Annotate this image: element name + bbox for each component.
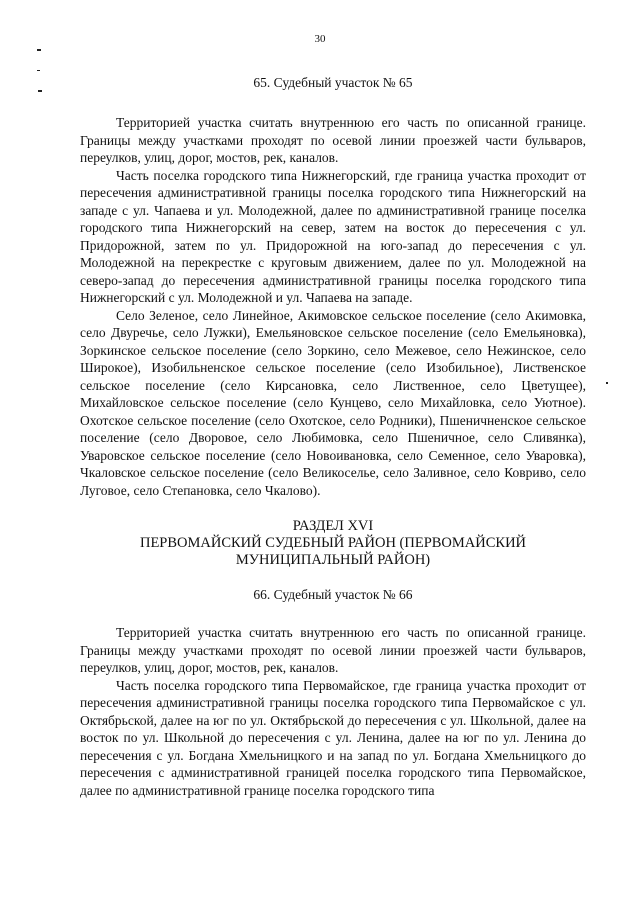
- section-name-line: МУНИЦИПАЛЬНЫЙ РАЙОН): [235, 552, 431, 568]
- paragraph: Село Зеленое, село Линейное, Акимовское сельское поселение (село Акимовка, село Двуречье, село Лужки), Емельяновское сельское поселение (село Емельяновка), Зоркинское сельское поселение (село Зоркино, село Межевое, село Нежинское, село Широкое), Изобильненское сельское поселение (село Изобильное), Лиственское сельское поселение (село Кирсановка, село Лиственное, село Цветущее), Михайловское сельское поселение (село Кунцево, село Михайловка, село Уютное). Охотское сельское поселение (село Охотское, село Родники), Пшеничненское сельское поселение (село Дворовое, село Любимовка, село Пшеничное, село Сливянка), Уваровское сельское поселение (село Новоивановка, село Семенное, село Уваровка), Чкаловское сельское поселение (село Великоселье, село Заливное, село Ковриво, село Луговое, село Степановка, село Чкалово).: [80, 307, 586, 498]
- section-number: РАЗДЕЛ XVI: [292, 518, 374, 534]
- document-body: [80, 70, 586, 799]
- court-district-65-heading: 65. Судебный участок № 65: [253, 75, 413, 90]
- section-name-line: ПЕРВОМАЙСКИЙ СУДЕБНЫЙ РАЙОН (ПЕРВОМАЙСКИЙ: [139, 535, 527, 551]
- paragraph: Часть поселка городского типа Первомайское, где граница участка проходит от пересечения административной границы поселка городского типа Первомайское с ул. Октябрьской, далее на юг по ул. Октябрьской до пересечения с ул. Школьной, далее на восток по ул. Школьной до пересечения с ул. Ленина, далее на юг по ул. Ленина до пересечения с ул. Богдана Хмельницкого и на запад по ул. Богдана Хмельницкого до пересечения с административной границей поселка городского типа Первомайское, далее по административной границе поселка городского типа: [80, 677, 586, 798]
- paragraph: Территорией участка считать внутреннюю его часть по описанной границе. Границы между участками проходят по осевой линии проезжей части бульваров, переулков, улиц, дорог, мостов, рек, каналов.: [80, 115, 586, 165]
- court-district-66-heading: 66. Судебный участок № 66: [253, 587, 413, 602]
- margin-mark: [37, 49, 41, 51]
- margin-mark: [606, 382, 608, 384]
- paragraph: Территорией участка считать внутреннюю его часть по описанной границе. Границы между участками проходят по осевой линии проезжей части бульваров, переулков, улиц, дорог, мостов, рек, каналов.: [80, 625, 586, 675]
- page-number: 30: [314, 33, 326, 45]
- section-title: [80, 518, 586, 569]
- margin-mark: [37, 70, 40, 71]
- margin-mark: [38, 90, 42, 92]
- paragraph: Часть поселка городского типа Нижнегорский, где граница участка проходит от пересечения административной границы поселка городского типа Нижнегорский на западе с ул. Чапаева и ул. Молодежной, далее по административной границе поселка городского типа Нижнегорский на север, затем на восток до пересечения с ул. Придорожной, затем по ул. Придорожной на юго-запад до пересечения с ул. Молодежной на перекрестке с круговым движением, далее по ул. Молодежной на северо-запад до пересечения административной границы поселка городского типа Нижнегорский с ул. Молодежной и ул. Чапаева на западе.: [80, 167, 586, 305]
